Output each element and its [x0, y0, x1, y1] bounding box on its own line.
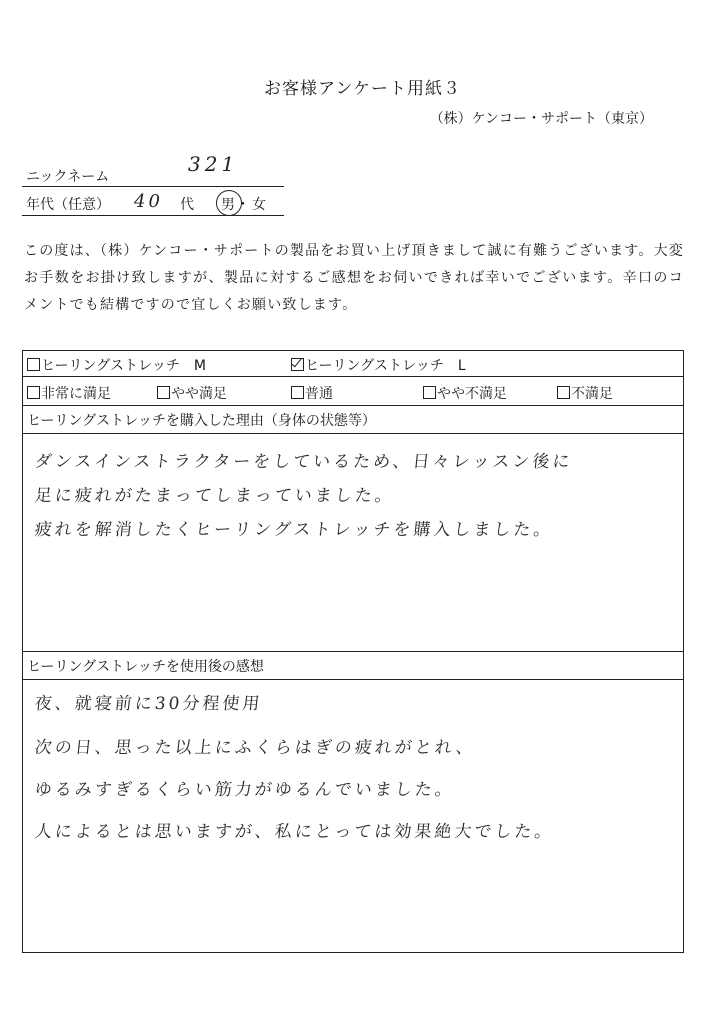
nickname-value[interactable]: 321 — [188, 152, 239, 176]
nickname-label: ニックネーム — [26, 169, 110, 185]
impression-line[interactable]: ゆるみすぎるくらい筋力がゆるんでいました。 — [33, 780, 456, 800]
rating-option-neutral[interactable] — [291, 383, 333, 403]
divider — [23, 376, 683, 377]
reason-line[interactable]: 疲れを解消したくヒーリングストレッチを購入しました。 — [33, 520, 555, 540]
gender-male[interactable]: 男 — [221, 197, 235, 213]
product-option-m[interactable] — [27, 355, 206, 375]
rating-option-dissatisfied[interactable] — [557, 383, 613, 403]
divider — [23, 651, 683, 652]
nickname-underline — [22, 186, 284, 187]
rating-label: 普通 — [305, 386, 333, 402]
rating-option-somewhat-satisfied[interactable] — [157, 383, 227, 403]
rating-label: 非常に満足 — [41, 386, 111, 402]
gender-separator: ・ — [236, 197, 250, 213]
checkbox-very-satisfied[interactable] — [27, 386, 40, 399]
reason-line[interactable]: 足に疲れがたまってしまっていました。 — [33, 486, 396, 506]
divider — [23, 433, 683, 434]
divider — [23, 679, 683, 680]
gender-female[interactable]: 女 — [252, 197, 266, 213]
impression-line[interactable]: 人によるとは思いますが、私にとっては効果絶大でした。 — [33, 822, 556, 842]
checkbox-dissatisfied[interactable] — [557, 386, 570, 399]
checkbox-somewhat-satisfied[interactable] — [157, 386, 170, 399]
rating-option-somewhat-dissatisfied[interactable] — [423, 383, 507, 403]
impression-line[interactable]: 次の日、思った以上にふくらはぎの疲れがとれ、 — [33, 738, 477, 758]
page-title: お客様アンケート用紙３ — [264, 79, 461, 99]
survey-box — [22, 350, 684, 953]
age-value[interactable]: 40 — [134, 191, 163, 212]
checkbox-product-l[interactable] — [291, 358, 304, 371]
rating-label: やや不満足 — [437, 386, 507, 402]
checkbox-neutral[interactable] — [291, 386, 304, 399]
product-option-l[interactable] — [291, 355, 466, 375]
intro-paragraph: この度は、（株）ケンコー・サポートの製品をお買い上げ頂きまして誠に有難うございます。大変お手数をお掛け致しますが、製品に対するご感想をお伺いできれば幸いでございます。辛口のコメントでも結構ですので宜しくお願い致します。 — [24, 243, 684, 313]
company-name: （株）ケンコー・サポート（東京） — [429, 111, 653, 127]
impression-section-title: ヒーリングストレッチを使用後の感想 — [27, 659, 264, 675]
reason-section-title: ヒーリングストレッチを購入した理由（身体の状態等） — [27, 413, 376, 429]
rating-label: やや満足 — [171, 386, 227, 402]
age-underline — [22, 215, 284, 216]
product-m-label: ヒーリングストレッチ M — [41, 358, 206, 374]
rating-label: 不満足 — [571, 386, 613, 402]
product-l-label: ヒーリングストレッチ L — [305, 358, 466, 374]
age-unit: 代 — [180, 197, 194, 213]
checkbox-product-m[interactable] — [27, 358, 40, 371]
reason-line[interactable]: ダンスインストラクターをしているため、日々レッスン後に — [33, 452, 574, 472]
rating-option-very-satisfied[interactable] — [27, 383, 111, 403]
age-label: 年代（任意） — [26, 197, 110, 213]
divider — [23, 405, 683, 406]
impression-line[interactable]: 夜、就寝前に30分程使用 — [33, 694, 264, 714]
checkbox-somewhat-dissatisfied[interactable] — [423, 386, 436, 399]
